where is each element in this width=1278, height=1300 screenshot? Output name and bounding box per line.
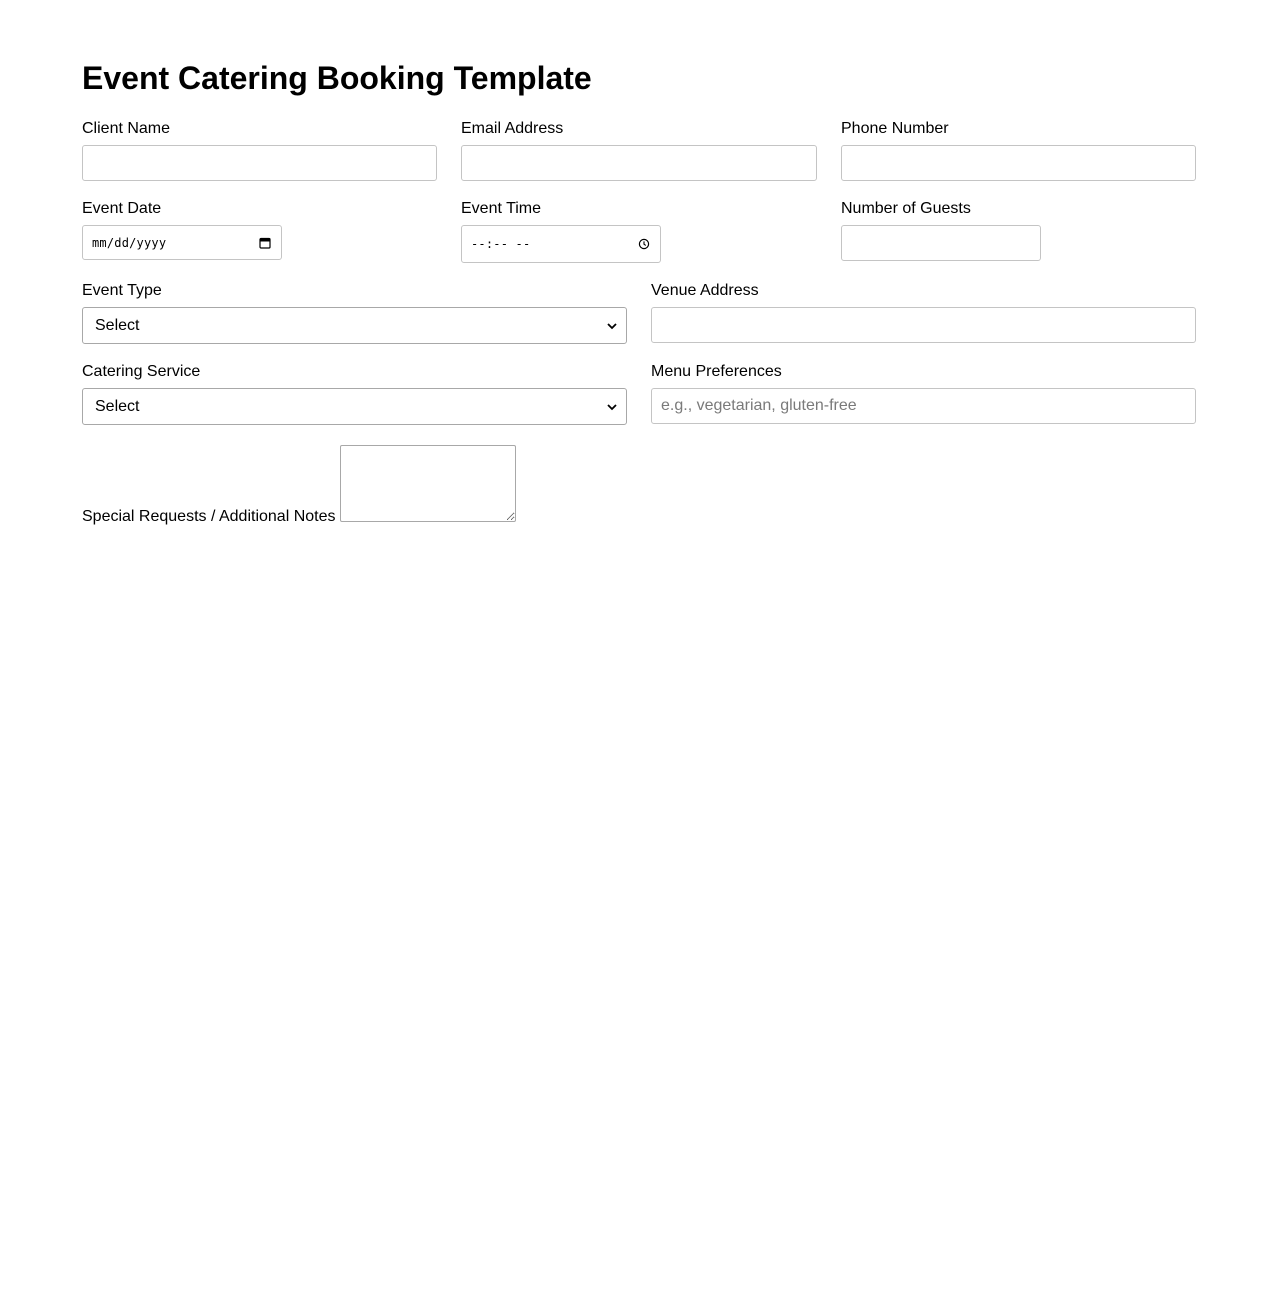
event-time-placeholder: --:-- -- bbox=[471, 237, 531, 251]
clock-icon[interactable] bbox=[638, 238, 650, 250]
event-type-select[interactable] bbox=[82, 307, 627, 344]
chevron-down-icon bbox=[607, 322, 617, 330]
client-name-input[interactable] bbox=[82, 145, 437, 181]
email-label: Email Address bbox=[461, 120, 564, 137]
special-requests-textarea[interactable] bbox=[340, 445, 516, 522]
menu-preferences-input[interactable] bbox=[651, 388, 1196, 424]
event-date-input[interactable] bbox=[82, 225, 282, 260]
event-date-label: Event Date bbox=[82, 200, 162, 217]
event-time-label: Event Time bbox=[461, 200, 542, 217]
page-title: Event Catering Booking Template bbox=[82, 60, 592, 96]
venue-address-label: Venue Address bbox=[651, 282, 759, 299]
event-time-input[interactable] bbox=[461, 225, 661, 263]
venue-address-input[interactable] bbox=[651, 307, 1196, 343]
catering-service-select[interactable] bbox=[82, 388, 627, 425]
catering-service-label: Catering Service bbox=[82, 363, 201, 380]
special-requests-label: Special Requests / Additional Notes bbox=[82, 508, 336, 525]
guests-input[interactable] bbox=[841, 225, 1041, 261]
event-type-label: Event Type bbox=[82, 282, 162, 299]
event-date-placeholder: mm/dd/yyyy bbox=[92, 235, 167, 250]
email-input[interactable] bbox=[461, 145, 817, 181]
chevron-down-icon bbox=[607, 403, 617, 411]
client-name-label: Client Name bbox=[82, 120, 171, 137]
phone-label: Phone Number bbox=[841, 120, 949, 137]
guests-label: Number of Guests bbox=[841, 200, 971, 217]
event-type-selected: Select bbox=[95, 316, 140, 334]
phone-input[interactable] bbox=[841, 145, 1196, 181]
menu-preferences-label: Menu Preferences bbox=[651, 363, 782, 380]
catering-service-selected: Select bbox=[95, 397, 140, 415]
calendar-icon[interactable] bbox=[259, 237, 271, 249]
